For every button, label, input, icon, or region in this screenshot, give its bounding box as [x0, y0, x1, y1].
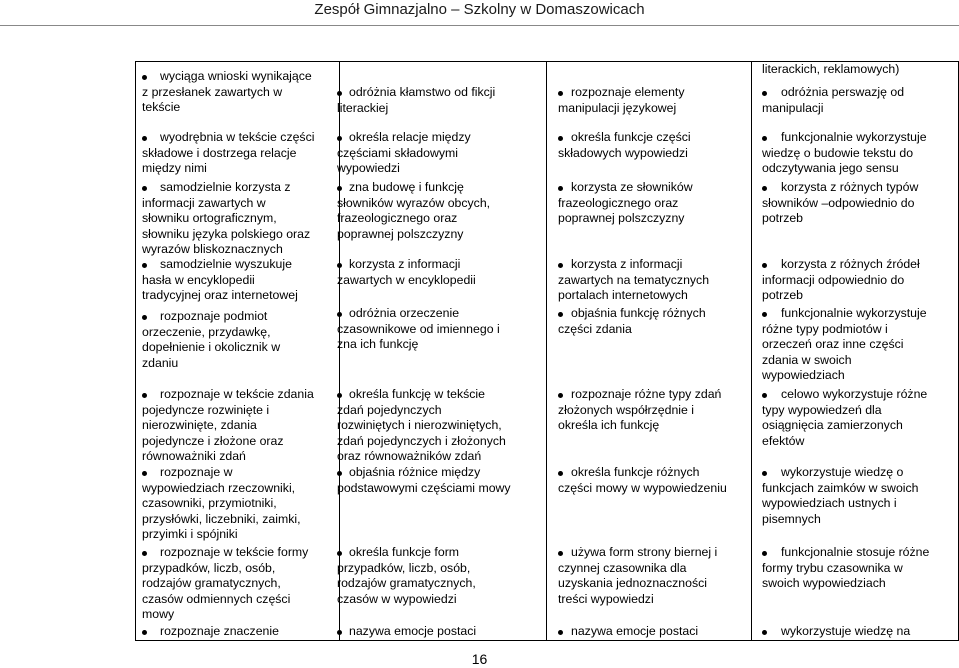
text-line: słowniku języka polskiego oraz — [142, 226, 311, 241]
bullet-icon — [558, 136, 563, 141]
text-line: pojedyncze rozwinięte i — [142, 402, 270, 417]
item-text — [337, 387, 506, 465]
item-text — [762, 85, 905, 116]
text-line: formy trybu czasownika w — [762, 560, 903, 575]
item-text — [781, 624, 910, 640]
text-line: słowników wyrazów obcych, — [337, 195, 491, 210]
header-title: Zespół Gimnazjalno – Szkolny w Domaszowicach — [314, 1, 645, 18]
text-line: czasów w wypowiedzi — [337, 591, 457, 606]
item-text — [558, 130, 691, 161]
text-line: przypadków, liczb, osób, — [337, 560, 471, 575]
item-text — [558, 180, 693, 227]
item-text — [160, 624, 279, 640]
bullet-icon — [762, 263, 767, 268]
item-text — [762, 306, 927, 384]
item-text — [349, 624, 476, 640]
text-line: zawartych na tematycznych — [558, 272, 710, 287]
table-bottom-border — [135, 640, 959, 641]
text-line: rozpoznaje różne typy zdań — [571, 387, 722, 401]
text-line: zawartych w encyklopedii — [337, 272, 476, 287]
item-text — [558, 85, 685, 116]
text-line: mowy — [142, 607, 175, 622]
item-text — [337, 545, 476, 607]
text-line: między nimi — [142, 161, 207, 176]
text-line: pisemnych — [762, 511, 821, 526]
text-line: odróżnia orzeczenie — [349, 306, 460, 320]
text-line: przysłówki, liczebniki, zaimki, — [142, 511, 301, 526]
text-line: wypowiedziach — [762, 368, 845, 383]
bullet-icon — [337, 91, 342, 96]
text-line: przyimki i spójniki — [142, 527, 238, 542]
text-line: portalach internetowych — [558, 288, 688, 303]
item-text — [337, 257, 476, 288]
text-line: odróżnia perswazję od — [781, 85, 905, 99]
item-text — [142, 69, 312, 116]
text-line: nazywa emocje postaci — [571, 624, 699, 638]
text-line: samodzielnie korzysta z — [160, 180, 291, 194]
text-line: określa funkcje różnych — [571, 465, 700, 479]
bullet-icon — [762, 136, 767, 141]
item-text — [558, 306, 706, 337]
item-text — [337, 465, 511, 496]
bullet-icon — [142, 393, 147, 398]
item-text — [337, 85, 496, 116]
text-line: poprawnej polszczyzny — [558, 211, 685, 226]
text-line: tekście — [142, 100, 181, 115]
text-line: zna budowę i funkcję — [349, 180, 464, 194]
bullet-icon — [337, 471, 342, 476]
text-line: frazeologicznego oraz — [337, 211, 458, 226]
text-line: osiągnięcia zamierzonych — [762, 418, 903, 433]
bullet-icon — [142, 75, 147, 80]
bullet-icon — [558, 263, 563, 268]
text-line: części zdania — [558, 321, 632, 336]
bullet-icon — [337, 136, 342, 141]
text-line: rozpoznaje w tekście zdania — [160, 387, 314, 401]
bullet-icon — [762, 312, 767, 317]
text-line: hasła w encyklopedii — [142, 272, 255, 287]
text-line: wyodrębnia w tekście części — [160, 130, 315, 144]
bullet-icon — [558, 393, 563, 398]
text-line: zna ich funkcję — [337, 337, 419, 352]
text-line: czasowniki, przymiotniki, — [142, 496, 277, 511]
text-line: wiedzę o budowie tekstu do — [762, 145, 914, 160]
bullet-icon — [142, 471, 147, 476]
item-text — [571, 624, 698, 640]
text-line: tradycyjnej oraz internetowej — [142, 288, 298, 303]
bullet-icon — [142, 186, 147, 191]
item-text — [558, 465, 727, 496]
text-line: wypowiedziach ustnych i — [762, 496, 897, 511]
item-text — [762, 465, 919, 527]
text-line: odczytywania jego sensu — [762, 161, 899, 176]
text-line: składowych wypowiedzi — [558, 145, 688, 160]
text-line: rodzajów gramatycznych, — [337, 576, 476, 591]
bullet-icon — [558, 91, 563, 96]
item-text — [142, 257, 298, 304]
text-line: potrzeb — [762, 211, 804, 226]
text-line: rozpoznaje znaczenie — [160, 624, 279, 638]
text-line: efektów — [762, 433, 805, 448]
text-line: z przesłanek zawartych w — [142, 84, 283, 99]
text-line: rozpoznaje elementy — [571, 85, 685, 99]
bullet-icon — [558, 471, 563, 476]
text-line: wykorzystuje wiedzę o — [781, 465, 904, 479]
text-line: objaśnia różnice między — [349, 465, 481, 479]
text-line: wypowiedziach rzeczowniki, — [142, 480, 296, 495]
page-number: 16 — [471, 651, 488, 667]
text-line: funkcjach zaimków w swoich — [762, 480, 919, 495]
bullet-icon — [762, 471, 767, 476]
text-line: czasownikowe od imiennego i — [337, 321, 500, 336]
bullet-icon — [558, 312, 563, 317]
table-left-border — [135, 61, 136, 641]
text-line: orzeczeń oraz inne części — [762, 337, 904, 352]
item-text — [337, 130, 471, 177]
bullet-icon — [337, 393, 342, 398]
bullet-icon — [558, 630, 563, 635]
text-line: manipulacji językowej — [558, 100, 677, 115]
bullet-icon — [142, 315, 147, 320]
text-line: zdań pojedynczych i złożonych — [337, 433, 506, 448]
text-line: rozwiniętych i nierozwiniętych, — [337, 418, 502, 433]
text-line: orzeczenie, przydawkę, — [142, 324, 271, 339]
item-text — [558, 545, 718, 607]
bullet-icon — [142, 263, 147, 268]
text-line: poprawnej polszczyzny — [337, 226, 464, 241]
text-line: literackiej — [337, 100, 389, 115]
continued-text: literackich, reklamowych) — [762, 62, 900, 76]
bullet-icon — [558, 186, 563, 191]
text-line: złożonych współrzędnie i — [558, 402, 695, 417]
text-line: rodzajów gramatycznych, — [142, 576, 281, 591]
item-text — [142, 465, 301, 543]
bullet-icon — [337, 186, 342, 191]
bullet-icon — [337, 263, 342, 268]
text-line: różne typy podmiotów i — [762, 321, 888, 336]
text-line: określa funkcje części — [571, 130, 691, 144]
bullet-icon — [762, 630, 767, 635]
column-divider — [751, 61, 752, 641]
text-line: uzyskania jednoznaczności — [558, 576, 708, 591]
text-line: podstawowymi częściami mowy — [337, 480, 511, 495]
bullet-icon — [762, 551, 767, 556]
item-text — [337, 306, 500, 353]
bullet-icon — [142, 630, 147, 635]
text-line: rozpoznaje podmiot — [160, 309, 268, 323]
item-text — [142, 309, 281, 371]
item-text — [558, 257, 710, 304]
text-line: odróżnia kłamstwo od fikcji — [349, 85, 496, 99]
text-line: wykorzystuje wiedzę na — [781, 624, 911, 638]
item-text — [142, 545, 309, 623]
bullet-icon — [142, 551, 147, 556]
text-line: funkcjonalnie stosuje różne — [781, 545, 930, 559]
text-line: zdaniu — [142, 355, 179, 370]
text-line: rozpoznaje w tekście formy — [160, 545, 309, 559]
text-line: korzysta z różnych typów — [781, 180, 919, 194]
page-footer — [0, 651, 959, 667]
bullet-icon — [762, 393, 767, 398]
text-line: rozpoznaje w — [160, 465, 233, 479]
text-line: części mowy w wypowiedzeniu — [558, 480, 727, 495]
item-text — [762, 257, 920, 304]
column-divider — [546, 61, 547, 641]
text-line: typy wypowiedzeń dla — [762, 402, 882, 417]
text-line: potrzeb — [762, 288, 804, 303]
text-line: wyciąga wnioski wynikające — [160, 69, 312, 83]
text-line: korzysta z informacji — [571, 257, 683, 271]
text-line: nazywa emocje postaci — [349, 624, 477, 638]
bullet-icon — [337, 312, 342, 317]
bullet-icon — [142, 136, 147, 141]
bullet-icon — [337, 630, 342, 635]
text-line: częściami składowymi — [337, 145, 458, 160]
text-line: używa form strony biernej i — [571, 545, 718, 559]
item-text — [337, 180, 491, 242]
page-header — [0, 0, 959, 24]
item-text — [558, 387, 722, 434]
text-line: czasów odmiennych części — [142, 591, 291, 606]
bullet-icon — [762, 186, 767, 191]
bullet-icon — [337, 551, 342, 556]
text-line: wyrazów bliskoznacznych — [142, 242, 283, 257]
item-text — [142, 387, 314, 465]
text-line: samodzielnie wyszukuje — [160, 257, 292, 271]
text-line: określa funkcje form — [349, 545, 460, 559]
text-line: informacji zawartych w — [142, 195, 266, 210]
text-line: manipulacji — [762, 100, 824, 115]
text-line: celowo wykorzystuje różne — [781, 387, 928, 401]
text-line: wypowiedzi — [337, 161, 400, 176]
text-line: określa relacje między — [349, 130, 471, 144]
text-line: swoich wypowiedziach — [762, 576, 886, 591]
text-line: objaśnia funkcję różnych — [571, 306, 706, 320]
text-line: słowników –odpowiednio do — [762, 195, 915, 210]
item-text — [762, 387, 928, 449]
text-line: informacji odpowiednio do — [762, 272, 905, 287]
text-line: funkcjonalnie wykorzystuje — [781, 306, 927, 320]
header-rule — [0, 25, 959, 26]
text-line: pojedyncze i złożone oraz — [142, 433, 284, 448]
text-line: funkcjonalnie wykorzystuje — [781, 130, 927, 144]
item-text — [762, 545, 930, 592]
item-text — [762, 180, 919, 227]
item-text — [762, 130, 927, 177]
text-line: czynnej czasownika dla — [558, 560, 687, 575]
text-line: treści wypowiedzi — [558, 591, 654, 606]
text-line: równoważniki zdań — [142, 449, 246, 464]
text-line: składowe i dostrzega relacje — [142, 145, 297, 160]
text-line: przypadków, liczb, osób, — [142, 560, 276, 575]
text-line: zdania w swoich — [762, 352, 852, 367]
text-line: zdań pojedynczych — [337, 402, 442, 417]
text-line: korzysta z informacji — [349, 257, 461, 271]
text-line: nierozwinięte, zdania — [142, 418, 257, 433]
bullet-icon — [762, 91, 767, 96]
text-line: określa ich funkcję — [558, 418, 660, 433]
item-text — [142, 130, 315, 177]
text-line: dopełnienie i okolicznik w — [142, 340, 281, 355]
text-line: oraz równoważników zdań — [337, 449, 482, 464]
text-line: korzysta z różnych źródeł — [781, 257, 920, 271]
text-line: określa funkcję w tekście — [349, 387, 486, 401]
text-line: frazeologicznego oraz — [558, 195, 679, 210]
bullet-icon — [558, 551, 563, 556]
item-text — [142, 180, 311, 258]
text-line: słowniku ortograficznym, — [142, 211, 277, 226]
text-line: korzysta ze słowników — [571, 180, 693, 194]
